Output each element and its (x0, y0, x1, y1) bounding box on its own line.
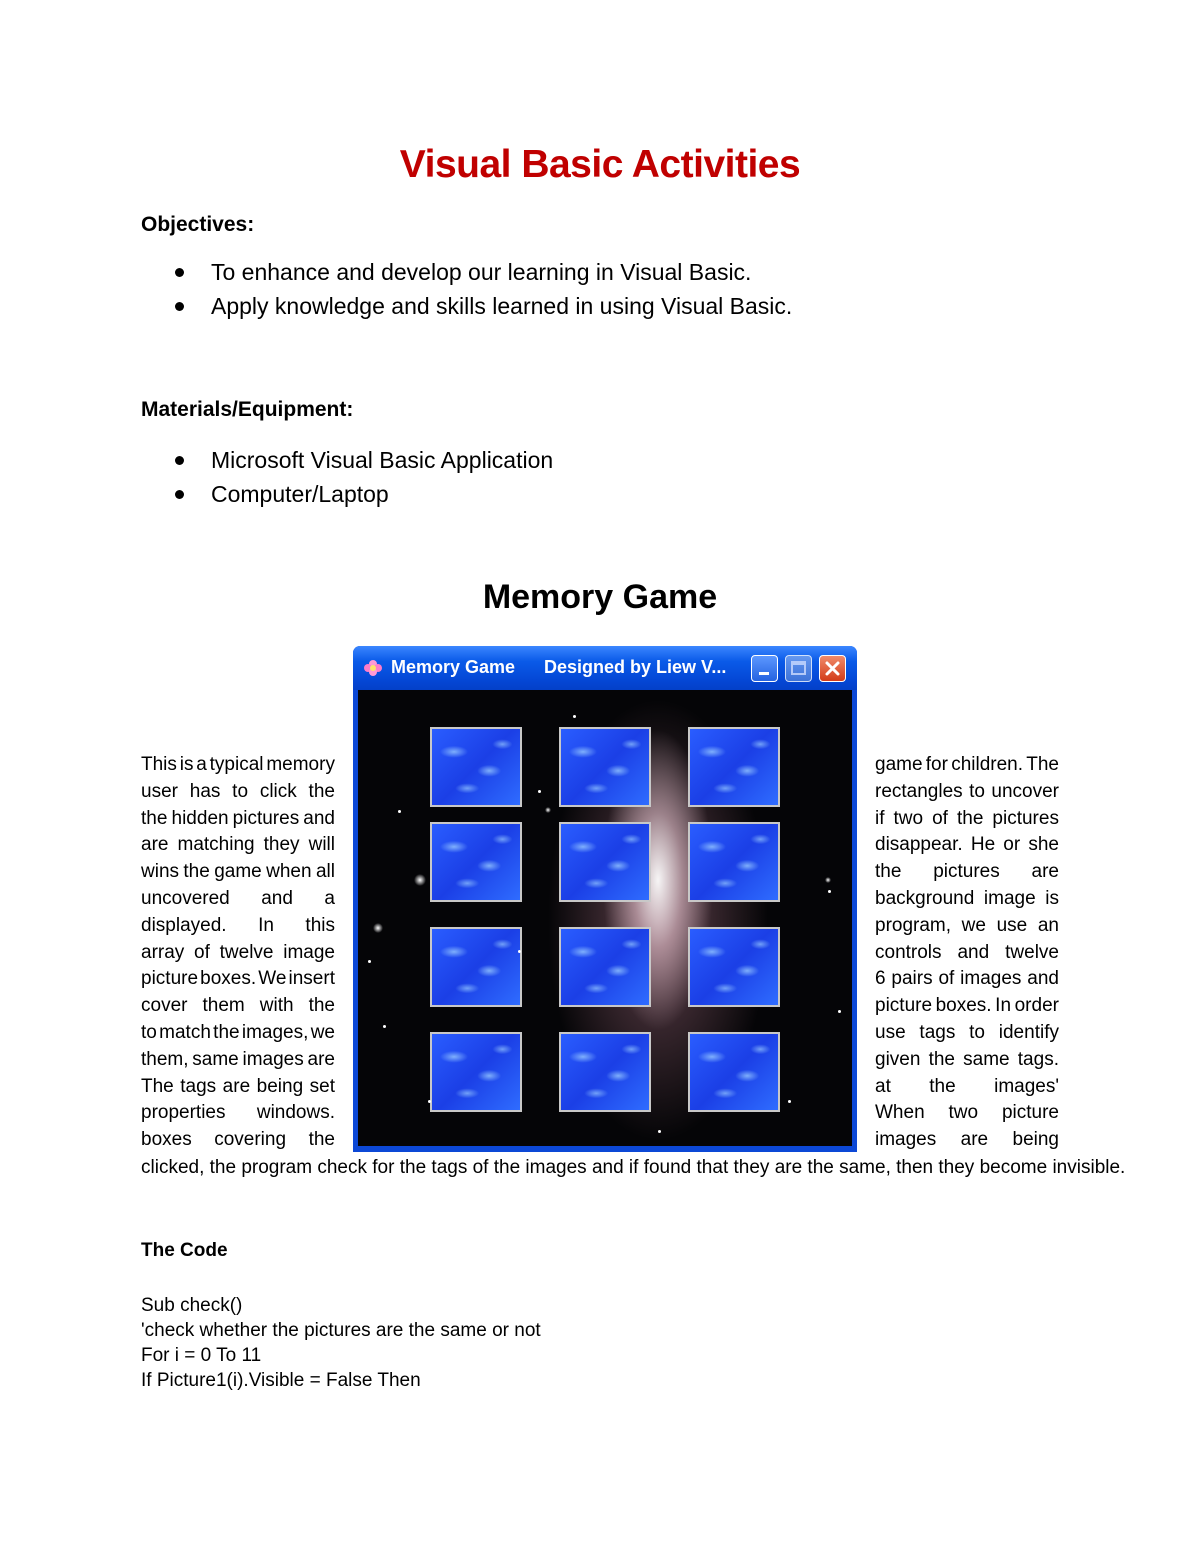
materials-heading: Materials/Equipment: (141, 398, 354, 421)
star-decoration (538, 790, 541, 793)
game-board (358, 690, 852, 1146)
memory-tile[interactable] (559, 822, 651, 902)
objectives-list (141, 255, 792, 323)
bullet-icon (175, 302, 184, 311)
memory-game-window (353, 646, 857, 1152)
code-line: 'check whether the pictures are the same or not (141, 1320, 541, 1341)
text-line: When two picture (875, 1102, 1059, 1124)
code-line: For i = 0 To 11 (141, 1345, 262, 1366)
text-line: This is a typical memory (141, 754, 335, 775)
window-subtitle: Designed by Liew V... (544, 657, 727, 677)
star-decoration (788, 1100, 791, 1103)
text-line: displayed. In this (141, 914, 335, 936)
text-line: cover them with the (141, 995, 335, 1017)
left-text-column (141, 752, 335, 1154)
text-line: disappear. He or she (875, 834, 1059, 856)
memory-tile[interactable] (430, 1032, 522, 1112)
text-line: array of twelve image (141, 941, 335, 963)
memory-tile[interactable] (430, 822, 522, 902)
bullet-icon (175, 268, 184, 277)
star-decoration (658, 1130, 661, 1133)
text-line: wins the game when all (141, 861, 335, 883)
star-decoration (828, 890, 831, 893)
list-item: Computer/Laptop (141, 477, 553, 511)
list-item: Microsoft Visual Basic Application (141, 443, 553, 477)
document-title: Visual Basic Activities (399, 143, 801, 186)
star-decoration (428, 1100, 431, 1103)
memory-tile[interactable] (688, 727, 780, 807)
memory-tile[interactable] (688, 822, 780, 902)
text-line: use tags to identify (875, 1021, 1059, 1043)
text-line: program, we use an (875, 914, 1059, 936)
flower-icon (363, 659, 383, 677)
closing-paragraph-line: clicked, the program check for the tags of the images and if found that they are the same, then they become invisible. (141, 1157, 1126, 1178)
star-decoration (368, 960, 371, 963)
text-line: given the same tags. (875, 1048, 1059, 1070)
text-line: if two of the pictures (875, 807, 1059, 829)
text-line: uncovered and a (141, 887, 335, 909)
text-line: game for children. The (875, 754, 1059, 775)
objectives-heading: Objectives: (141, 213, 255, 236)
window-title: Memory Game (391, 657, 516, 677)
right-text-column (875, 752, 1059, 1154)
text-line: rectangles to uncover (875, 780, 1059, 802)
text-line: at the images' (875, 1075, 1059, 1097)
close-button[interactable] (819, 655, 846, 682)
list-item: Apply knowledge and skills learned in using Visual Basic. (141, 289, 792, 323)
code-line: Sub check() (141, 1295, 243, 1316)
text-line: the pictures are (875, 861, 1059, 883)
star-decoration (838, 1010, 841, 1013)
text-line: controls and twelve (875, 941, 1059, 963)
section-title: Memory Game (482, 578, 718, 616)
code-heading: The Code (141, 1240, 228, 1261)
list-item: To enhance and develop our learning in Visual Basic. (141, 255, 792, 289)
text-line: properties windows. (141, 1102, 335, 1124)
star-decoration (518, 950, 521, 953)
maximize-button[interactable] (785, 655, 812, 682)
memory-tile[interactable] (430, 727, 522, 807)
text-line: 6 pairs of images and (875, 968, 1059, 990)
window-titlebar[interactable] (353, 646, 857, 690)
star-decoration (398, 810, 401, 813)
code-line: If Picture1(i).Visible = False Then (141, 1370, 421, 1391)
text-line: background image is (875, 887, 1059, 909)
text-line: user has to click the (141, 780, 335, 802)
memory-tile[interactable] (688, 1032, 780, 1112)
text-line: picture boxes. In order (875, 995, 1059, 1017)
text-line: are matching they will (141, 834, 335, 856)
text-line: boxes covering the (141, 1129, 335, 1151)
memory-tile[interactable] (688, 927, 780, 1007)
star-decoration (573, 715, 576, 718)
minimize-button[interactable] (751, 655, 778, 682)
minimize-icon (752, 656, 777, 681)
maximize-icon (786, 656, 811, 681)
materials-list (141, 443, 553, 511)
text-line: the hidden pictures and (141, 807, 335, 829)
memory-tile[interactable] (559, 1032, 651, 1112)
text-line: to match the images, we (141, 1021, 335, 1043)
text-line: them, same images are (141, 1048, 335, 1070)
bullet-icon (175, 490, 184, 499)
memory-tile[interactable] (559, 727, 651, 807)
text-line: picture boxes. We insert (141, 968, 335, 990)
star-decoration (383, 1025, 386, 1028)
memory-tile[interactable] (430, 927, 522, 1007)
close-icon (820, 656, 845, 681)
text-line: The tags are being set (141, 1075, 335, 1097)
bullet-icon (175, 456, 184, 465)
text-line: images are being (875, 1129, 1059, 1151)
memory-tile[interactable] (559, 927, 651, 1007)
